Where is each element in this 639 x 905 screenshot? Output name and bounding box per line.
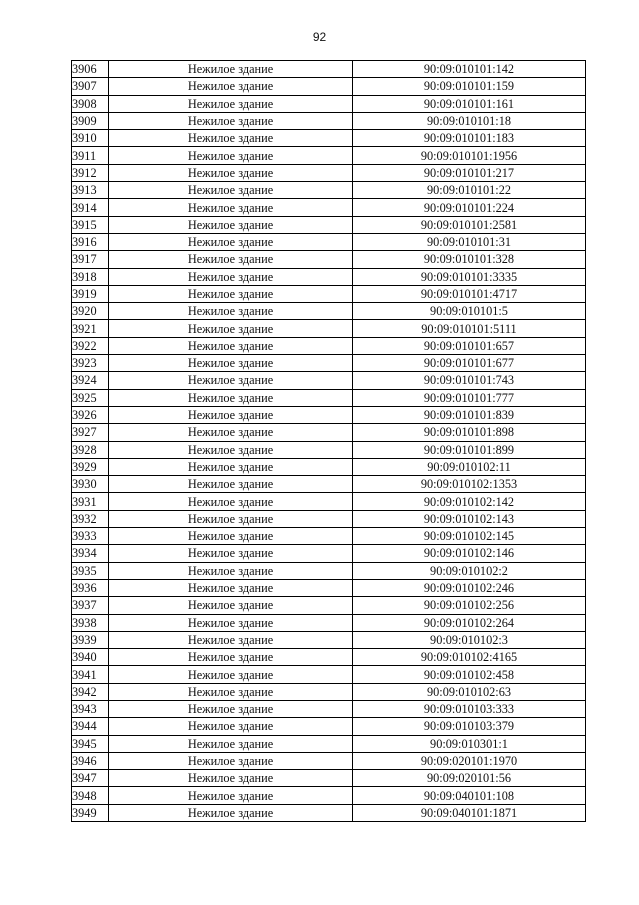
table-row — [72, 631, 586, 648]
object-type-cell: Нежилое здание — [109, 199, 353, 216]
table-row — [72, 579, 586, 596]
object-type-cell: Нежилое здание — [109, 372, 353, 389]
object-type-cell: Нежилое здание — [109, 804, 353, 821]
table-row — [72, 718, 586, 735]
row-number-cell: 3939 — [72, 631, 109, 648]
cadastral-number-cell: 90:09:010101:677 — [353, 355, 586, 372]
row-number-cell: 3933 — [72, 528, 109, 545]
table-row — [72, 372, 586, 389]
object-type-cell: Нежилое здание — [109, 182, 353, 199]
row-number-cell: 3943 — [72, 700, 109, 717]
table-row — [72, 614, 586, 631]
object-type-cell: Нежилое здание — [109, 787, 353, 804]
object-type-cell: Нежилое здание — [109, 649, 353, 666]
cadastral-number-cell: 90:09:010101:3335 — [353, 268, 586, 285]
cadastral-number-cell: 90:09:010101:1956 — [353, 147, 586, 164]
object-type-cell: Нежилое здание — [109, 147, 353, 164]
cadastral-number-cell: 90:09:010101:743 — [353, 372, 586, 389]
table-row — [72, 389, 586, 406]
cadastral-number-cell: 90:09:010101:159 — [353, 78, 586, 95]
cadastral-number-cell: 90:09:010101:161 — [353, 95, 586, 112]
cadastral-number-cell: 90:09:010101:18 — [353, 112, 586, 129]
object-type-cell: Нежилое здание — [109, 78, 353, 95]
row-number-cell: 3912 — [72, 164, 109, 181]
cadastral-number-cell: 90:09:020101:56 — [353, 770, 586, 787]
row-number-cell: 3934 — [72, 545, 109, 562]
object-type-cell: Нежилое здание — [109, 337, 353, 354]
cadastral-number-cell: 90:09:010102:3 — [353, 631, 586, 648]
table-row — [72, 770, 586, 787]
table-row — [72, 130, 586, 147]
row-number-cell: 3911 — [72, 147, 109, 164]
cadastral-number-cell: 90:09:010102:264 — [353, 614, 586, 631]
table-row — [72, 441, 586, 458]
object-type-cell: Нежилое здание — [109, 718, 353, 735]
table-row — [72, 735, 586, 752]
table-row — [72, 545, 586, 562]
table-row — [72, 216, 586, 233]
table-row — [72, 804, 586, 821]
table-row — [72, 61, 586, 78]
table-row — [72, 320, 586, 337]
cadastral-number-cell: 90:09:010102:458 — [353, 666, 586, 683]
object-type-cell: Нежилое здание — [109, 752, 353, 769]
table-row — [72, 649, 586, 666]
cadastral-number-cell: 90:09:010101:142 — [353, 61, 586, 78]
table-row — [72, 164, 586, 181]
table-row — [72, 233, 586, 250]
object-type-cell: Нежилое здание — [109, 700, 353, 717]
cadastral-number-cell: 90:09:010102:146 — [353, 545, 586, 562]
object-type-cell: Нежилое здание — [109, 216, 353, 233]
object-type-cell: Нежилое здание — [109, 406, 353, 423]
table-row — [72, 700, 586, 717]
cadastral-number-cell: 90:09:010101:183 — [353, 130, 586, 147]
object-type-cell: Нежилое здание — [109, 545, 353, 562]
object-type-cell: Нежилое здание — [109, 683, 353, 700]
table-row — [72, 303, 586, 320]
row-number-cell: 3924 — [72, 372, 109, 389]
cadastral-number-cell: 90:09:010102:63 — [353, 683, 586, 700]
object-type-cell: Нежилое здание — [109, 320, 353, 337]
table-row — [72, 251, 586, 268]
row-number-cell: 3928 — [72, 441, 109, 458]
row-number-cell: 3906 — [72, 61, 109, 78]
cadastral-number-cell: 90:09:010102:246 — [353, 579, 586, 596]
table-row — [72, 355, 586, 372]
row-number-cell: 3922 — [72, 337, 109, 354]
object-type-cell: Нежилое здание — [109, 441, 353, 458]
row-number-cell: 3923 — [72, 355, 109, 372]
cadastral-number-cell: 90:09:010102:143 — [353, 510, 586, 527]
row-number-cell: 3936 — [72, 579, 109, 596]
row-number-cell: 3920 — [72, 303, 109, 320]
table-row — [72, 510, 586, 527]
row-number-cell: 3940 — [72, 649, 109, 666]
object-type-cell: Нежилое здание — [109, 528, 353, 545]
table-row — [72, 112, 586, 129]
table-row — [72, 424, 586, 441]
table-row — [72, 268, 586, 285]
object-type-cell: Нежилое здание — [109, 95, 353, 112]
table-row — [72, 528, 586, 545]
table-row — [72, 476, 586, 493]
table-row — [72, 752, 586, 769]
table-row — [72, 562, 586, 579]
object-type-cell: Нежилое здание — [109, 389, 353, 406]
cadastral-number-cell: 90:09:010102:142 — [353, 493, 586, 510]
object-type-cell: Нежилое здание — [109, 164, 353, 181]
table-row — [72, 285, 586, 302]
row-number-cell: 3926 — [72, 406, 109, 423]
row-number-cell: 3913 — [72, 182, 109, 199]
row-number-cell: 3921 — [72, 320, 109, 337]
object-type-cell: Нежилое здание — [109, 666, 353, 683]
row-number-cell: 3941 — [72, 666, 109, 683]
object-type-cell: Нежилое здание — [109, 130, 353, 147]
row-number-cell: 3915 — [72, 216, 109, 233]
object-type-cell: Нежилое здание — [109, 303, 353, 320]
row-number-cell: 3947 — [72, 770, 109, 787]
row-number-cell: 3938 — [72, 614, 109, 631]
cadastral-number-cell: 90:09:010101:777 — [353, 389, 586, 406]
cadastral-number-cell: 90:09:010101:328 — [353, 251, 586, 268]
cadastral-number-cell: 90:09:010102:2 — [353, 562, 586, 579]
row-number-cell: 3944 — [72, 718, 109, 735]
cadastral-number-cell: 90:09:010101:217 — [353, 164, 586, 181]
row-number-cell: 3949 — [72, 804, 109, 821]
row-number-cell: 3917 — [72, 251, 109, 268]
cadastral-number-cell: 90:09:010103:333 — [353, 700, 586, 717]
row-number-cell: 3909 — [72, 112, 109, 129]
cadastral-number-cell: 90:09:010101:5111 — [353, 320, 586, 337]
row-number-cell: 3935 — [72, 562, 109, 579]
cadastral-number-cell: 90:09:010102:145 — [353, 528, 586, 545]
object-type-cell: Нежилое здание — [109, 493, 353, 510]
table-row — [72, 597, 586, 614]
table-row — [72, 458, 586, 475]
object-type-cell: Нежилое здание — [109, 61, 353, 78]
row-number-cell: 3929 — [72, 458, 109, 475]
cadastral-number-cell: 90:09:040101:1871 — [353, 804, 586, 821]
table-row — [72, 78, 586, 95]
row-number-cell: 3914 — [72, 199, 109, 216]
object-type-cell: Нежилое здание — [109, 476, 353, 493]
property-table-body — [72, 61, 586, 822]
object-type-cell: Нежилое здание — [109, 735, 353, 752]
table-row — [72, 95, 586, 112]
row-number-cell: 3908 — [72, 95, 109, 112]
object-type-cell: Нежилое здание — [109, 631, 353, 648]
table-row — [72, 182, 586, 199]
row-number-cell: 3948 — [72, 787, 109, 804]
object-type-cell: Нежилое здание — [109, 510, 353, 527]
object-type-cell: Нежилое здание — [109, 251, 353, 268]
object-type-cell: Нежилое здание — [109, 355, 353, 372]
row-number-cell: 3918 — [72, 268, 109, 285]
object-type-cell: Нежилое здание — [109, 770, 353, 787]
cadastral-number-cell: 90:09:010102:4165 — [353, 649, 586, 666]
object-type-cell: Нежилое здание — [109, 268, 353, 285]
page-number: 92 — [312, 30, 327, 44]
row-number-cell: 3916 — [72, 233, 109, 250]
cadastral-number-cell: 90:09:010101:224 — [353, 199, 586, 216]
object-type-cell: Нежилое здание — [109, 233, 353, 250]
table-row — [72, 406, 586, 423]
row-number-cell: 3942 — [72, 683, 109, 700]
row-number-cell: 3925 — [72, 389, 109, 406]
row-number-cell: 3937 — [72, 597, 109, 614]
row-number-cell: 3945 — [72, 735, 109, 752]
object-type-cell: Нежилое здание — [109, 579, 353, 596]
table-row — [72, 493, 586, 510]
object-type-cell: Нежилое здание — [109, 614, 353, 631]
object-type-cell: Нежилое здание — [109, 285, 353, 302]
table-row — [72, 683, 586, 700]
table-row — [72, 666, 586, 683]
row-number-cell: 3907 — [72, 78, 109, 95]
row-number-cell: 3919 — [72, 285, 109, 302]
row-number-cell: 3946 — [72, 752, 109, 769]
cadastral-number-cell: 90:09:010101:4717 — [353, 285, 586, 302]
cadastral-number-cell: 90:09:010101:31 — [353, 233, 586, 250]
cadastral-number-cell: 90:09:010101:657 — [353, 337, 586, 354]
cadastral-number-cell: 90:09:010101:22 — [353, 182, 586, 199]
cadastral-number-cell: 90:09:010301:1 — [353, 735, 586, 752]
cadastral-number-cell: 90:09:010101:839 — [353, 406, 586, 423]
row-number-cell: 3932 — [72, 510, 109, 527]
table-row — [72, 199, 586, 216]
cadastral-number-cell: 90:09:010101:5 — [353, 303, 586, 320]
cadastral-number-cell: 90:09:010102:1353 — [353, 476, 586, 493]
row-number-cell: 3930 — [72, 476, 109, 493]
table-row — [72, 337, 586, 354]
cadastral-number-cell: 90:09:010101:2581 — [353, 216, 586, 233]
cadastral-number-cell: 90:09:040101:108 — [353, 787, 586, 804]
object-type-cell: Нежилое здание — [109, 562, 353, 579]
cadastral-number-cell: 90:09:010102:11 — [353, 458, 586, 475]
object-type-cell: Нежилое здание — [109, 597, 353, 614]
cadastral-number-cell: 90:09:010101:898 — [353, 424, 586, 441]
object-type-cell: Нежилое здание — [109, 458, 353, 475]
cadastral-number-cell: 90:09:020101:1970 — [353, 752, 586, 769]
table-row — [72, 787, 586, 804]
object-type-cell: Нежилое здание — [109, 112, 353, 129]
cadastral-number-cell: 90:09:010101:899 — [353, 441, 586, 458]
table-row — [72, 147, 586, 164]
property-table — [71, 60, 586, 822]
cadastral-number-cell: 90:09:010102:256 — [353, 597, 586, 614]
row-number-cell: 3931 — [72, 493, 109, 510]
object-type-cell: Нежилое здание — [109, 424, 353, 441]
row-number-cell: 3910 — [72, 130, 109, 147]
cadastral-number-cell: 90:09:010103:379 — [353, 718, 586, 735]
row-number-cell: 3927 — [72, 424, 109, 441]
